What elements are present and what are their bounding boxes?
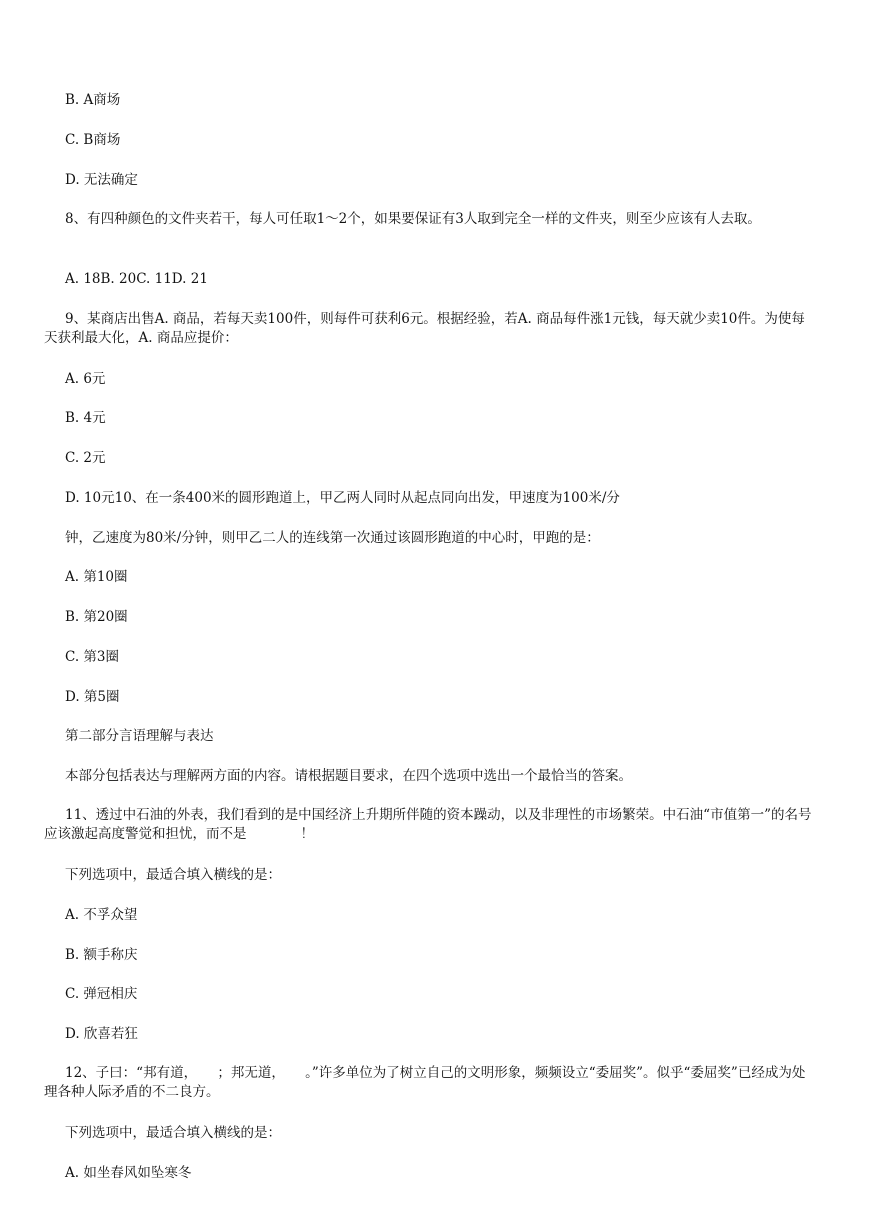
option-d-undetermined: D. 无法确定: [65, 172, 138, 188]
option-c-mall-b: C. B商场: [65, 132, 121, 148]
question-9-option-c: C. 2元: [65, 450, 106, 466]
question-10-option-a: A. 第10圈: [65, 569, 128, 585]
question-10-option-c: C. 第3圈: [65, 649, 120, 665]
section-title: 第二部分言语理解与表达: [65, 728, 214, 744]
question-12: 12、子曰：“邦有道， ；邦无道， 。”许多单位为了树立自己的文明形象，频频设立“委屈奖”。似乎“委屈奖”已经成为处理各种人际矛盾的不二良方。: [44, 1065, 806, 1100]
question-11: 11、透过中石油的外表，我们看到的是中国经济上升期所伴随的资本躁动，以及非理性的市场繁荣。中石油“市值第一”的名号应该激起高度警觉和担忧，而不是 ！: [44, 807, 812, 842]
question-9-option-b: B. 4元: [65, 410, 106, 426]
option-b-mall-a: B. A商场: [65, 92, 121, 108]
question-11-option-c: C. 弹冠相庆: [65, 986, 138, 1002]
question-8: 8、有四种颜色的文件夹若干，每人可任取1～2个，如果要保证有3人取到完全一样的文件夹，则至少应该有人去取。: [65, 211, 761, 227]
question-12-prompt: 下列选项中，最适合填入横线的是：: [65, 1125, 281, 1141]
question-10-continued: 钟，乙速度为80米/分钟，则甲乙二人的连线第一次通过该圆形跑道的中心时，甲跑的是：: [65, 530, 600, 546]
question-8-options: A. 18B. 20C. 11D. 21: [65, 271, 208, 287]
question-11-option-b: B. 额手称庆: [65, 947, 138, 963]
question-9-option-d-and-question-10: D. 10元10、在一条400米的圆形跑道上，甲乙两人同时从起点同向出发，甲速度为100米/分: [65, 490, 620, 506]
question-9-option-a: A. 6元: [65, 371, 106, 387]
section-description: 本部分包括表达与理解两方面的内容。请根据题目要求，在四个选项中选出一个最恰当的答案。: [65, 768, 632, 784]
question-9: 9、某商店出售A. 商品，若每天卖100件，则每件可获利6元。根据经验，若A. 商品每件涨1元钱，每天就少卖10件。为使每天获利最大化，A. 商品应提价：: [44, 311, 805, 346]
question-10-option-b: B. 第20圈: [65, 609, 128, 625]
question-12-option-a: A. 如坐春风如坠寒冬: [65, 1165, 192, 1181]
question-10-option-d: D. 第5圈: [65, 689, 120, 705]
question-11-option-a: A. 不孚众望: [65, 907, 138, 923]
question-11-option-d: D. 欣喜若狂: [65, 1026, 138, 1042]
question-11-prompt: 下列选项中，最适合填入横线的是：: [65, 867, 281, 883]
